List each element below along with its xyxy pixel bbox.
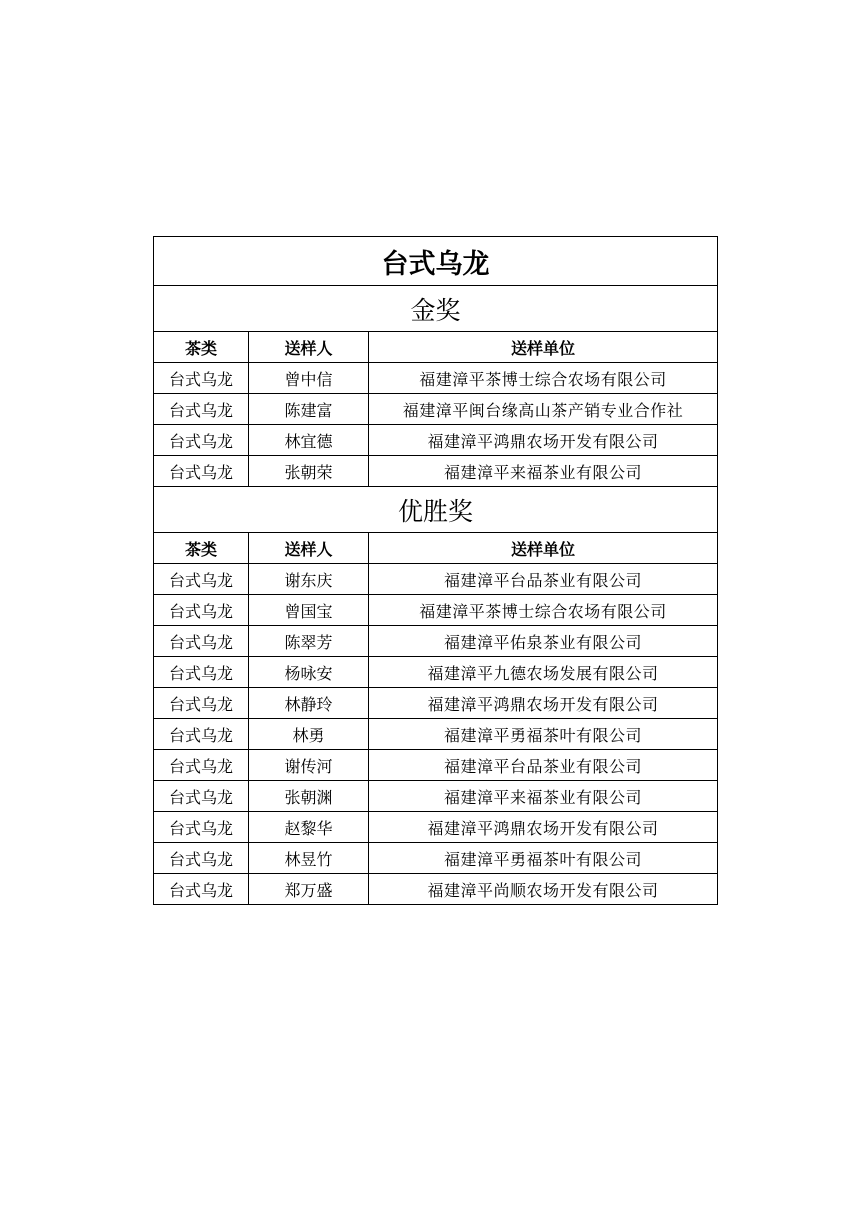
cell-sender: 陈翠芳: [249, 626, 369, 657]
cell-unit: 福建漳平闽台缘高山茶产销专业合作社: [369, 394, 718, 425]
section-heading-row: [154, 487, 718, 533]
cell-sender: 曾中信: [249, 363, 369, 394]
column-header-row: [154, 533, 718, 564]
table-body: [154, 237, 718, 905]
cell-tea-type: 台式乌龙: [154, 874, 249, 905]
table-row: [154, 781, 718, 812]
table-row: [154, 564, 718, 595]
cell-unit: 福建漳平尚顺农场开发有限公司: [369, 874, 718, 905]
table-row: [154, 719, 718, 750]
cell-tea-type: 台式乌龙: [154, 781, 249, 812]
table-row: [154, 812, 718, 843]
cell-tea-type: 台式乌龙: [154, 595, 249, 626]
table-row: [154, 874, 718, 905]
header-unit: 送样单位: [369, 533, 718, 564]
table-row: [154, 688, 718, 719]
cell-unit: 福建漳平鸿鼎农场开发有限公司: [369, 688, 718, 719]
table-title: 台式乌龙: [154, 237, 718, 286]
cell-unit: 福建漳平鸿鼎农场开发有限公司: [369, 812, 718, 843]
section-heading-row: [154, 286, 718, 332]
cell-unit: 福建漳平来福茶业有限公司: [369, 781, 718, 812]
column-header-row: [154, 332, 718, 363]
cell-tea-type: 台式乌龙: [154, 456, 249, 487]
table-row: [154, 750, 718, 781]
table-row: [154, 456, 718, 487]
table-row: [154, 843, 718, 874]
cell-sender: 林宜德: [249, 425, 369, 456]
cell-sender: 郑万盛: [249, 874, 369, 905]
table-row: [154, 425, 718, 456]
cell-tea-type: 台式乌龙: [154, 750, 249, 781]
cell-unit: 福建漳平勇福茶叶有限公司: [369, 843, 718, 874]
header-sender: 送样人: [249, 533, 369, 564]
cell-sender: 谢东庆: [249, 564, 369, 595]
cell-sender: 赵黎华: [249, 812, 369, 843]
cell-unit: 福建漳平台品茶业有限公司: [369, 750, 718, 781]
cell-tea-type: 台式乌龙: [154, 564, 249, 595]
cell-sender: 谢传河: [249, 750, 369, 781]
table-row: [154, 394, 718, 425]
cell-tea-type: 台式乌龙: [154, 688, 249, 719]
cell-tea-type: 台式乌龙: [154, 843, 249, 874]
cell-sender: 林昱竹: [249, 843, 369, 874]
table-row: [154, 657, 718, 688]
header-unit: 送样单位: [369, 332, 718, 363]
cell-sender: 杨咏安: [249, 657, 369, 688]
cell-unit: 福建漳平勇福茶叶有限公司: [369, 719, 718, 750]
cell-sender: 张朝渊: [249, 781, 369, 812]
cell-unit: 福建漳平佑泉茶业有限公司: [369, 626, 718, 657]
cell-tea-type: 台式乌龙: [154, 657, 249, 688]
header-tea-type: 茶类: [154, 332, 249, 363]
table-row: [154, 626, 718, 657]
table-row: [154, 363, 718, 394]
cell-sender: 林静玲: [249, 688, 369, 719]
cell-tea-type: 台式乌龙: [154, 812, 249, 843]
cell-sender: 曾国宝: [249, 595, 369, 626]
table-row: [154, 595, 718, 626]
cell-sender: 张朝荣: [249, 456, 369, 487]
header-tea-type: 茶类: [154, 533, 249, 564]
cell-sender: 陈建富: [249, 394, 369, 425]
cell-unit: 福建漳平来福茶业有限公司: [369, 456, 718, 487]
cell-unit: 福建漳平茶博士综合农场有限公司: [369, 595, 718, 626]
section-heading: 金奖: [154, 286, 718, 332]
cell-tea-type: 台式乌龙: [154, 719, 249, 750]
cell-unit: 福建漳平鸿鼎农场开发有限公司: [369, 425, 718, 456]
cell-tea-type: 台式乌龙: [154, 363, 249, 394]
header-sender: 送样人: [249, 332, 369, 363]
cell-unit: 福建漳平茶博士综合农场有限公司: [369, 363, 718, 394]
cell-sender: 林勇: [249, 719, 369, 750]
award-table: [153, 236, 718, 905]
cell-unit: 福建漳平台品茶业有限公司: [369, 564, 718, 595]
cell-tea-type: 台式乌龙: [154, 626, 249, 657]
title-row: [154, 237, 718, 286]
cell-tea-type: 台式乌龙: [154, 394, 249, 425]
section-heading: 优胜奖: [154, 487, 718, 533]
cell-unit: 福建漳平九德农场发展有限公司: [369, 657, 718, 688]
cell-tea-type: 台式乌龙: [154, 425, 249, 456]
